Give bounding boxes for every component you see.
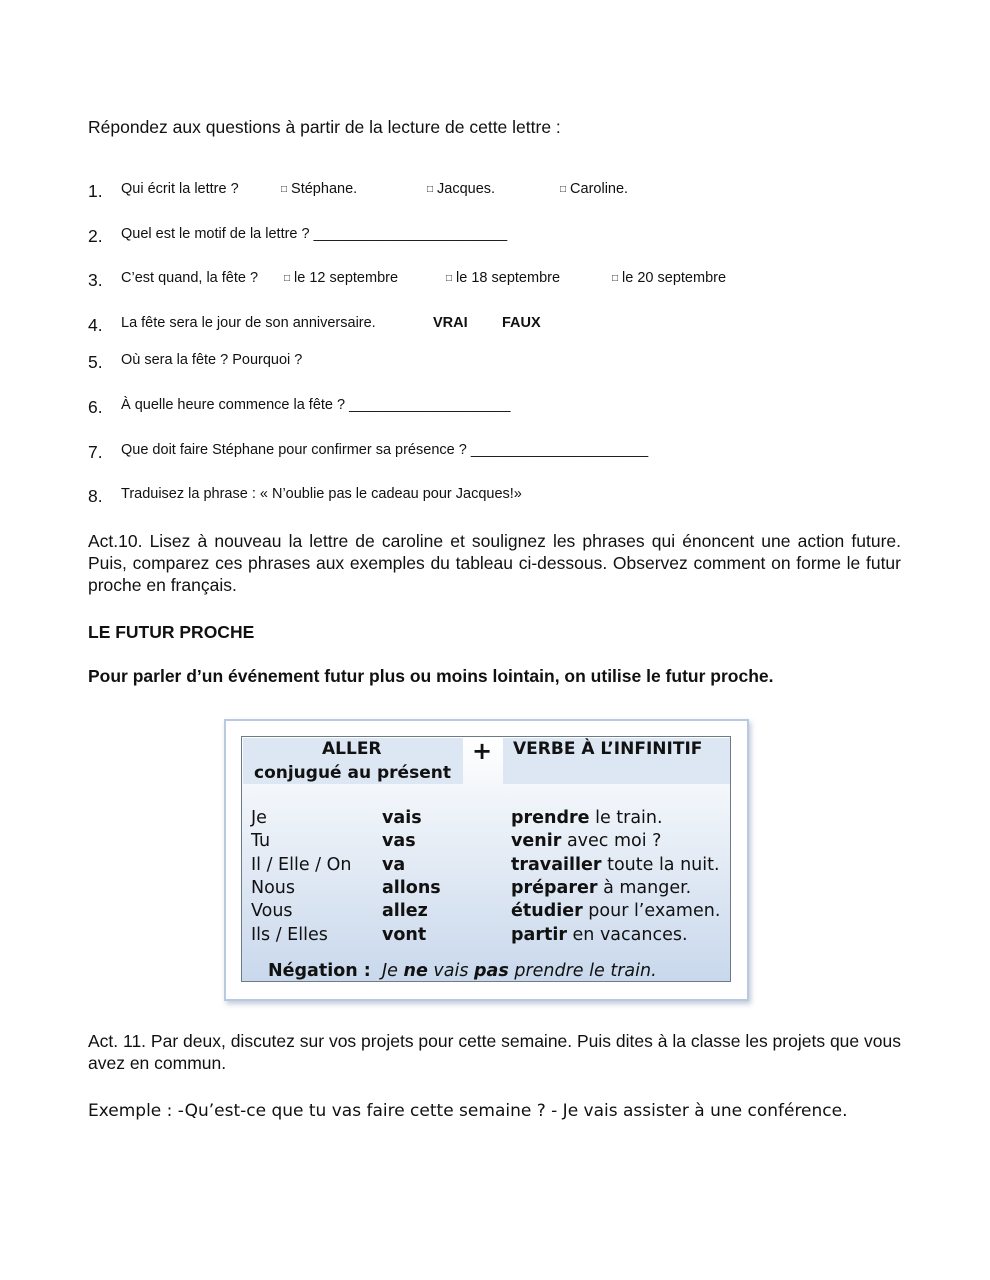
infinitive-phrase: venir avec moi ? [511,831,662,851]
option-18-septembre[interactable]: □ le 18 septembre [446,270,561,286]
question-number: 3. [88,270,103,290]
header-aller-cell [243,738,463,784]
question-number: 5. [88,352,103,372]
aller-form: vont [382,925,427,945]
option-20-septembre[interactable]: □ le 20 septembre [612,270,727,286]
question-text: La fête sera le jour de son anniversaire. [121,315,376,331]
question-number: 4. [88,315,103,335]
pronoun: Il / Elle / On [251,855,352,875]
pronoun: Ils / Elles [251,925,328,945]
option-jacques[interactable]: □ Jacques. [427,181,496,197]
option-stephane[interactable]: □ Stéphane. [281,181,358,197]
aller-form: va [382,855,406,875]
negation-example: Je ne vais pas prendre le train. [382,961,657,981]
checkbox-icon[interactable]: □ [446,273,453,284]
header-verbe: VERBE À L’INFINITIF [513,739,703,759]
activity-10-instructions: Act.10. Lisez à nouveau la lettre de caroline et soulignez les phrases qui énoncent une action future. Puis, comparez ces phrases aux exemples du tableau ci-dessous. Observez comment on forme le futur proche en français. [88,531,901,595]
pronoun: Je [251,808,267,828]
question-text: Quel est le motif de la lettre ? ________________________ [121,226,508,242]
conjugation-table [241,736,731,982]
aller-form: allez [382,901,428,921]
aller-form: vas [382,831,416,851]
checkbox-icon[interactable]: □ [560,184,567,195]
false-option[interactable]: FAUX [502,315,541,331]
activity-11-instructions: Act. 11. Par deux, discutez sur vos projets pour cette semaine. Puis dites à la classe les projets que vous avez en commun. [88,1031,901,1073]
checkbox-icon[interactable]: □ [427,184,434,195]
option-12-septembre[interactable]: □ le 12 septembre [284,270,399,286]
infinitive-phrase: préparer à manger. [511,878,692,898]
true-option[interactable]: VRAI [433,315,468,331]
question-number: 1. [88,181,103,201]
question-number: 8. [88,486,103,506]
instructions-heading: Répondez aux questions à partir de la lecture de cette lettre : [88,117,561,137]
question-text: Qui écrit la lettre ? [121,181,239,197]
example-sentence: Exemple : -Qu’est-ce que tu vas faire cette semaine ? - Je vais assister à une conférence. [88,1101,848,1121]
pronoun: Vous [251,901,293,921]
question-text: Traduisez la phrase : « N’oublie pas le cadeau pour Jacques!» [121,486,522,502]
question-text: Où sera la fête ? Pourquoi ? [121,352,303,368]
question-text: Que doit faire Stéphane pour confirmer sa présence ? ______________________ [121,442,649,458]
question-number: 6. [88,397,103,417]
header-conjugue: conjugué au présent [254,763,451,783]
option-caroline[interactable]: □ Caroline. [560,181,629,197]
pronoun: Nous [251,878,296,898]
infinitive-phrase: étudier pour l’examen. [511,901,721,921]
question-text: C’est quand, la fête ? [121,270,259,286]
infinitive-phrase: prendre le train. [511,808,663,828]
infinitive-phrase: partir en vacances. [511,925,688,945]
header-verbe-cell [503,738,730,784]
aller-form: vais [382,808,422,828]
negation-row [268,961,657,981]
pronoun: Tu [251,831,271,851]
grammar-rule: Pour parler d’un événement futur plus ou moins lointain, on utilise le futur proche. [88,666,774,686]
header-aller: ALLER [322,739,382,759]
negation-label: Négation : [268,961,371,981]
question-number: 2. [88,226,103,246]
checkbox-icon[interactable]: □ [281,184,288,195]
aller-form: allons [382,878,441,898]
section-title: LE FUTUR PROCHE [88,622,255,642]
infinitive-phrase: travailler toute la nuit. [511,855,720,875]
plus-sign: + [472,737,493,765]
checkbox-icon[interactable]: □ [612,273,619,284]
question-number: 7. [88,442,103,462]
checkbox-icon[interactable]: □ [284,273,291,284]
question-text: À quelle heure commence la fête ? ____________________ [121,397,511,413]
